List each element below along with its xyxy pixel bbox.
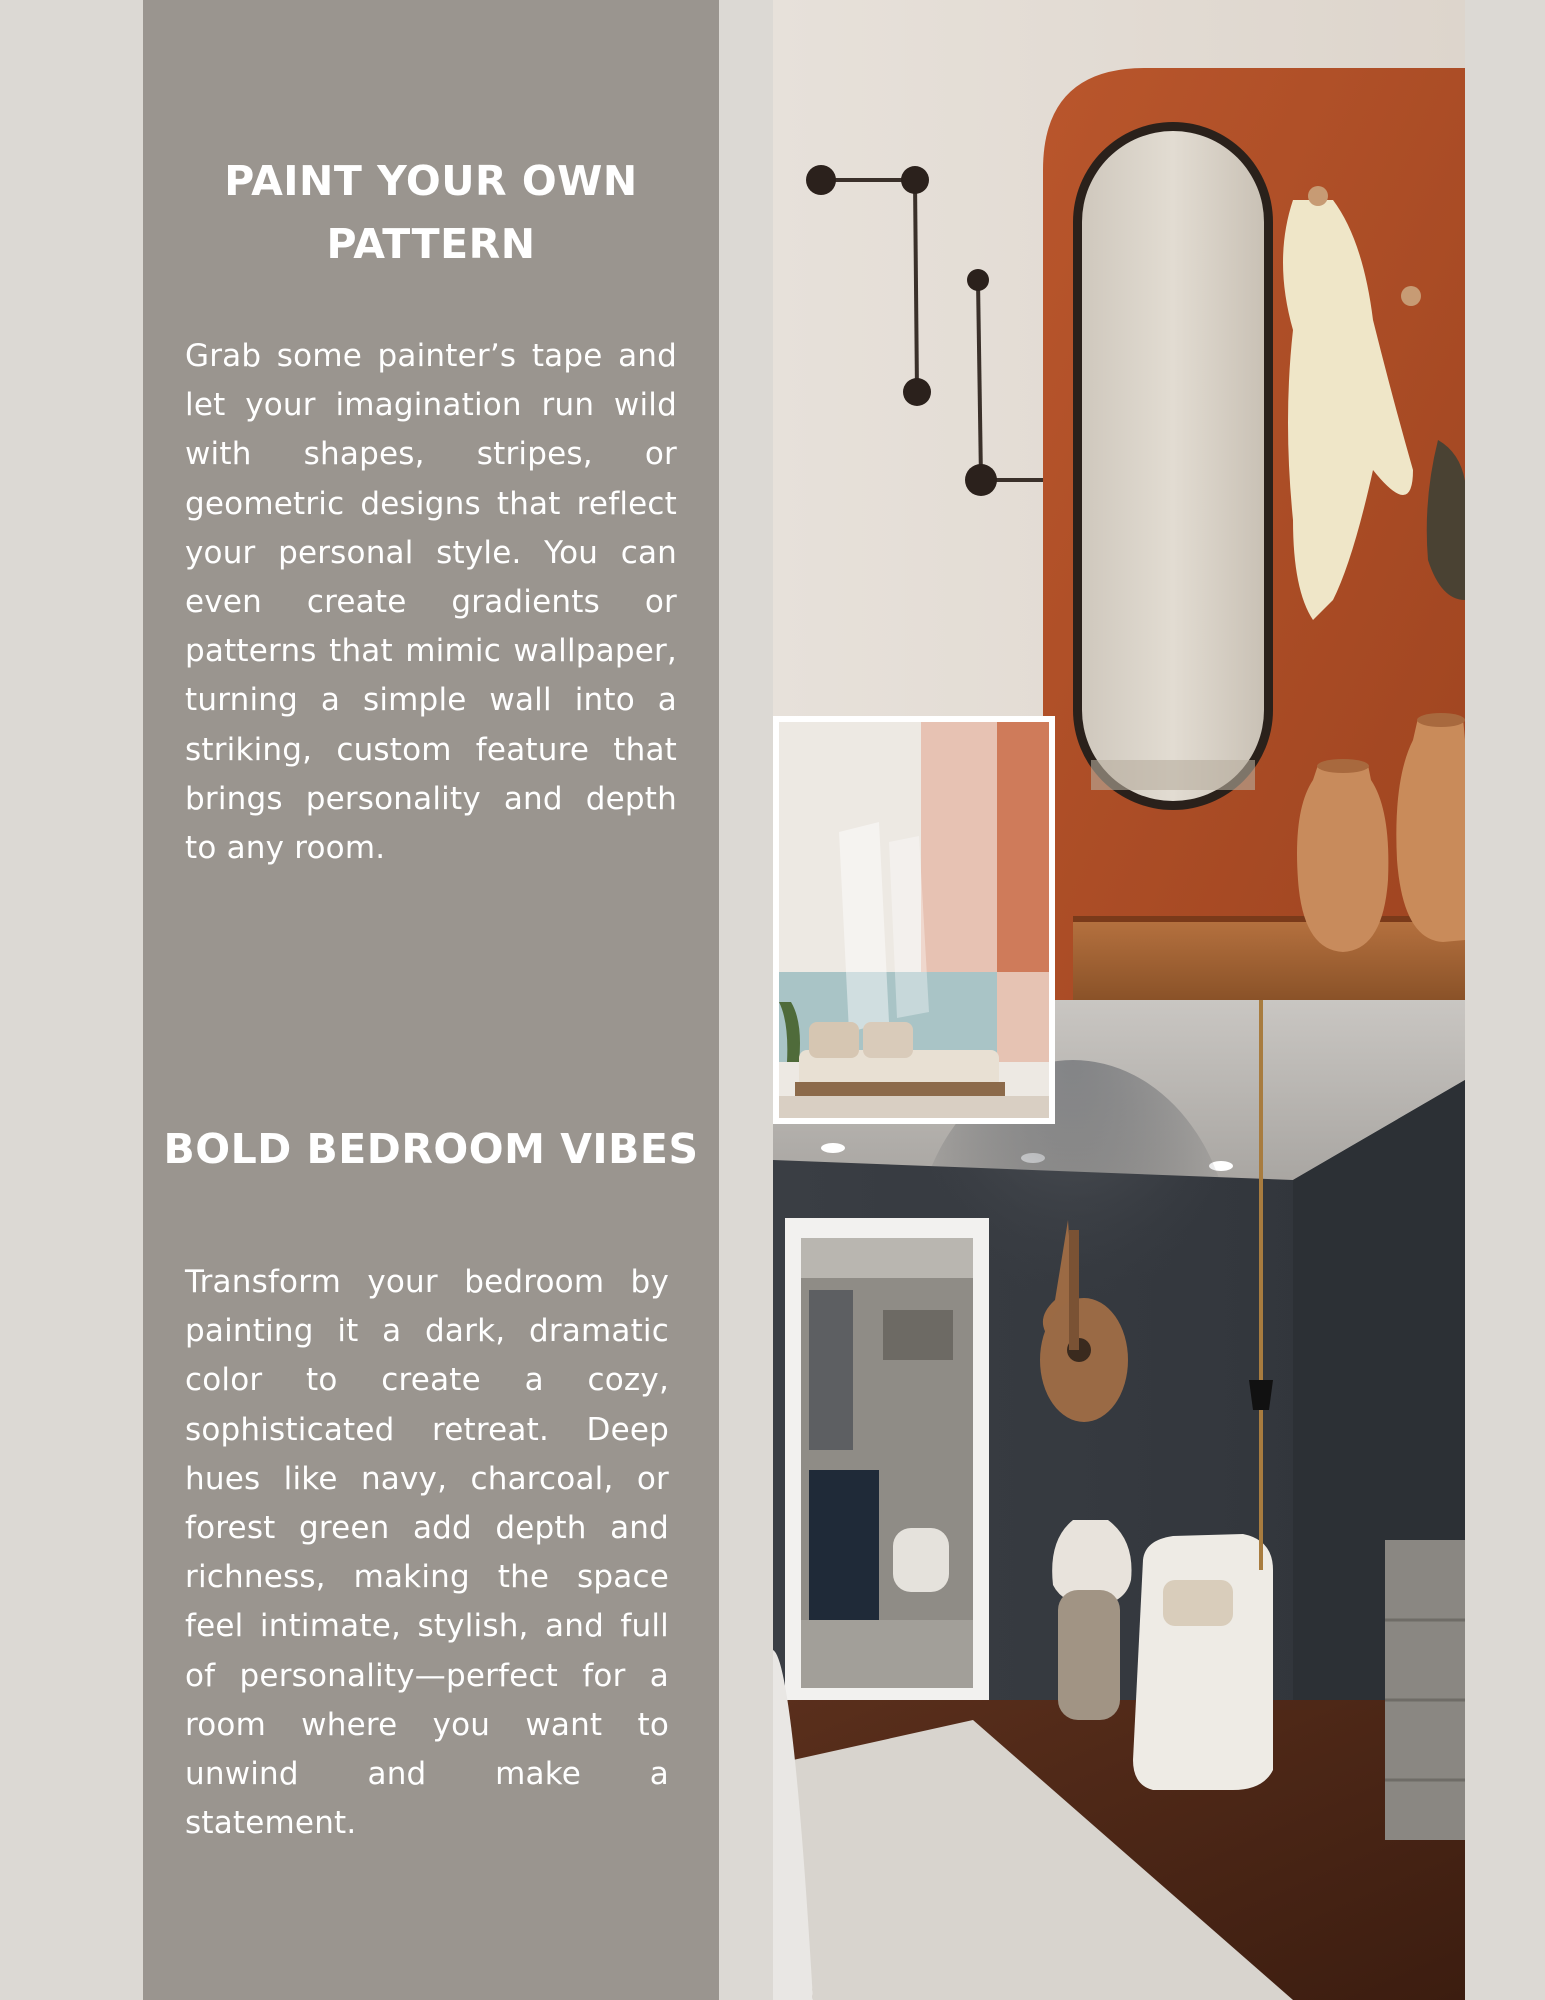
section-heading-paint-pattern: PAINT YOUR OWN PATTERN [224, 157, 638, 268]
text-panel [143, 0, 719, 2000]
pastel-color-block-wall-sofa-photo [773, 716, 1055, 1124]
section-body-paint-pattern: Grab some painter’s tape and let your imagination run wild with shapes, stripes, or geometric designs that reflect your personal style. You can even create gradients or patterns that mimic wallpaper, turning a simple wall into a striking, custom feature that brings personality and depth to any room. [185, 338, 677, 867]
dark-bedroom-armchair-photo [773, 1000, 1465, 2000]
section-heading-bold-bedroom: BOLD BEDROOM VIBES [163, 1125, 699, 1173]
section-body-bold-bedroom: Transform your bedroom by painting it a dark, dramatic color to create a cozy, sophisticated retreat. Deep hues like navy, charcoal, or forest green add depth and richness, making the space feel intimate, stylish, and full of personality—perfect for a room where you want to unwind and make a statement. [185, 1264, 669, 1842]
